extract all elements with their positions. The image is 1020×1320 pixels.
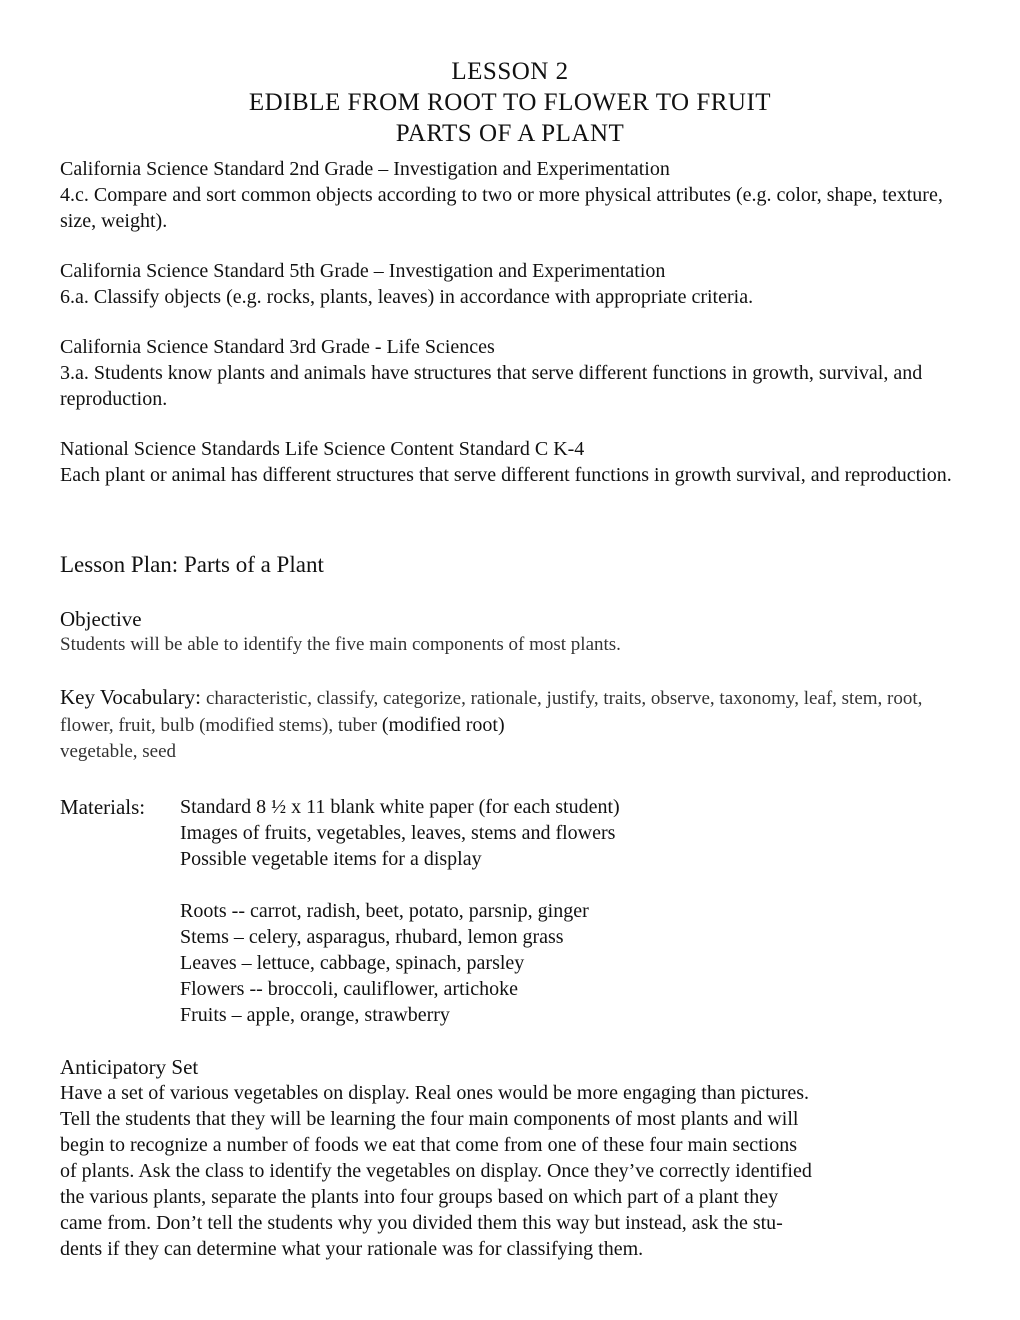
materials-item: Standard 8 ½ x 11 blank white paper (for each student) [180,796,620,818]
lesson-plan-title: Lesson Plan: Parts of a Plant [60,552,324,577]
lesson-subtitle: PARTS OF A PLANT [395,120,625,147]
paragraph-line: begin to recognize a number of foods we eat that come from one of these four main sections [60,1134,797,1156]
standard-block [60,334,970,412]
paragraph-line: Tell the students that they will be learning the four main components of most plants and will [60,1108,799,1130]
paragraph-line: dents if they can determine what your rationale was for classifying them. [60,1238,644,1260]
materials-item: Possible vegetable items for a display [180,848,482,870]
standard-text: 3.a. Students know plants and animals have structures that serve different functions in growth, survival, and reproduction. [60,362,923,410]
lesson-number: LESSON 2 [451,58,569,85]
anticipatory-set-section [60,1054,812,1262]
vocabulary-label: Key Vocabulary: [60,685,201,709]
standard-block [60,258,970,310]
plant-group-roots: Roots -- carrot, radish, beet, potato, parsnip, ginger [180,900,589,922]
standard-heading: California Science Standard 5th Grade – Investigation and Experimentation [60,260,666,282]
anticipatory-set-heading: Anticipatory Set [60,1055,199,1079]
plant-group-stems: Stems – celery, asparagus, rhubard, lemon grass [180,926,564,948]
vocabulary-section [60,684,970,765]
materials-label: Materials: [60,795,146,819]
standard-text: Each plant or animal has different structures that serve different functions in growth survival, and reproduction. [60,464,952,486]
plant-group-fruits: Fruits – apple, orange, strawberry [180,1004,450,1026]
paragraph-line: came from. Don’t tell the students why you divided them this way but instead, ask the stu- [60,1212,783,1234]
vocabulary-bold-text: (modified root) [381,714,505,736]
materials-list [180,794,620,872]
materials-item: Images of fruits, vegetables, leaves, stems and flowers [180,822,616,844]
standard-block [60,436,970,488]
standard-heading: California Science Standard 3rd Grade - Life Sciences [60,336,495,358]
standard-text: 4.c. Compare and sort common objects according to two or more physical attributes (e.g. color, shape, texture, size, weight). [60,184,943,232]
paragraph-line: of plants. Ask the class to identify the vegetables on display. Once they’ve correctly identified [60,1160,812,1182]
standard-block [60,156,970,234]
plant-group-flowers: Flowers -- broccoli, cauliflower, artichoke [180,978,518,1000]
vocabulary-tail: vegetable, seed [60,741,177,762]
paragraph-line: Have a set of various vegetables on display. Real ones would be more engaging than pictures. [60,1082,810,1104]
plant-group-leaves: Leaves – lettuce, cabbage, spinach, parsley [180,952,525,974]
plant-groups-list [180,898,589,1028]
vocabulary-text: characteristic, classify, categorize, rationale, justify, traits, observe, taxonomy, leaf, stem, root, flower, fruit, bulb (modified stems), tuber [60,688,923,736]
standard-heading: National Science Standards Life Science Content Standard C K-4 [60,438,585,460]
lesson-title: EDIBLE FROM ROOT TO FLOWER TO FRUIT [248,89,772,116]
objective-section [60,606,621,658]
objective-text: Students will be able to identify the five main components of most plants. [60,634,621,655]
standard-heading: California Science Standard 2nd Grade – Investigation and Experimentation [60,158,670,180]
objective-heading: Objective [60,607,142,631]
lesson-header [0,56,1020,149]
paragraph-line: the various plants, separate the plants into four groups based on which part of a plant they [60,1186,779,1208]
standard-text: 6.a. Classify objects (e.g. rocks, plants, leaves) in accordance with appropriate criteria. [60,286,754,308]
